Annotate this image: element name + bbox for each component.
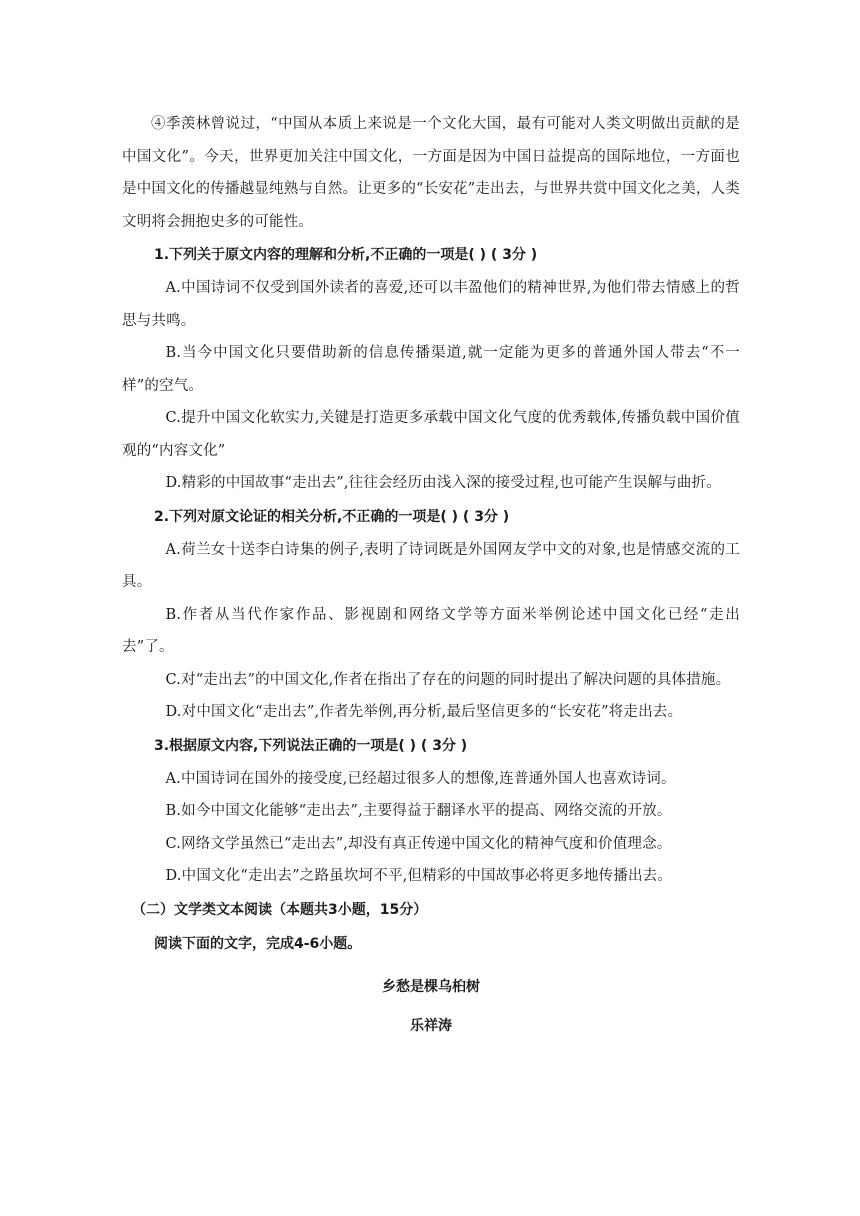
article-title: 乡愁是棵乌桕树 <box>382 978 480 995</box>
reading-instruction: 阅读下面的文字，完成4-6小题。 <box>154 935 362 952</box>
section-heading: （二）文学类文本阅读（本题共3小题，15分） <box>132 901 428 918</box>
question-stem: 2.下列对原文论证的相关分析,不正确的一项是( ) ( 3分 ) <box>154 508 510 525</box>
option-a: A.中国诗词在国外的接受度,已经超过很多人的想像,连普通外国人也喜欢诗词。 <box>165 770 676 787</box>
option-a: A.中国诗词不仅受到国外读者的喜爱,还可以丰盈他们的精神世界,为他们带去情感上的哲思与共鸣。 <box>122 280 740 329</box>
question-stem: 1.下列关于原文内容的理解和分析,不正确的一项是( ) ( 3分 ) <box>154 247 538 263</box>
question-3 <box>122 729 740 893</box>
option-c: C.对“走出去”的中国文化,作者在指出了存在的问题的同时提出了解决问题的具体措施。 <box>165 671 731 688</box>
option-d: D.精彩的中国故事“走出去”,往往会经历由浅入深的接受过程,也可能产生误解与曲折。 <box>165 475 721 491</box>
option-a: A.荷兰女十送李白诗集的例子,表明了诗词既是外国网友学中文的对象,也是情感交流的工具。 <box>122 541 740 590</box>
option-b: B.如今中国文化能够“走出去”,主要得益于翻译水平的提高、网络交流的开放。 <box>165 803 672 819</box>
question-2 <box>122 500 740 729</box>
option-b: B.作者从当代作家作品、影视剧和网络文学等方面米举例论述中国文化已经“走出去”了。 <box>122 606 740 655</box>
option-b: B.当今中国文化只要借助新的信息传播渠道,就一定能为更多的普通外国人带去“不一样”的空气。 <box>122 345 740 394</box>
option-c: C.网络文学虽然已“走出去”,却没有真正传递中国文化的精神气度和价值理念。 <box>165 835 672 852</box>
document-page <box>122 108 740 1043</box>
question-1 <box>122 238 740 500</box>
passage-paragraph-4: ④季羡林曾说过，“中国从本质上来说是一个文化大国，最有可能对人类文明做出贡献的是中国文化”。今天，世界更加关注中国文化，一方面是因为中国日益提高的国际地位，一方面也是中国文化的传播越显纯熟与自然。让更多的“长安花”走出去，与世界共赏中国文化之美，人类文明将会拥抱史多的可能性。 <box>122 116 740 230</box>
question-stem: 3.根据原文内容,下列说法正确的一项是( ) ( 3分 ) <box>154 737 468 754</box>
option-d: D.中国文化“走出去”之路虽坎坷不平,但精彩的中国故事必将更多地传播出去。 <box>165 868 673 884</box>
option-c: C.提升中国文化软实力,关键是打造更多承载中国文化气度的优秀载体,传播负载中国价值观的“内容文化” <box>122 410 740 459</box>
option-d: D.对中国文化“走出去”,作者先举例,再分析,最后坚信更多的“长安花”将走出去。 <box>165 704 683 720</box>
article-author: 乐祥涛 <box>410 1017 452 1034</box>
